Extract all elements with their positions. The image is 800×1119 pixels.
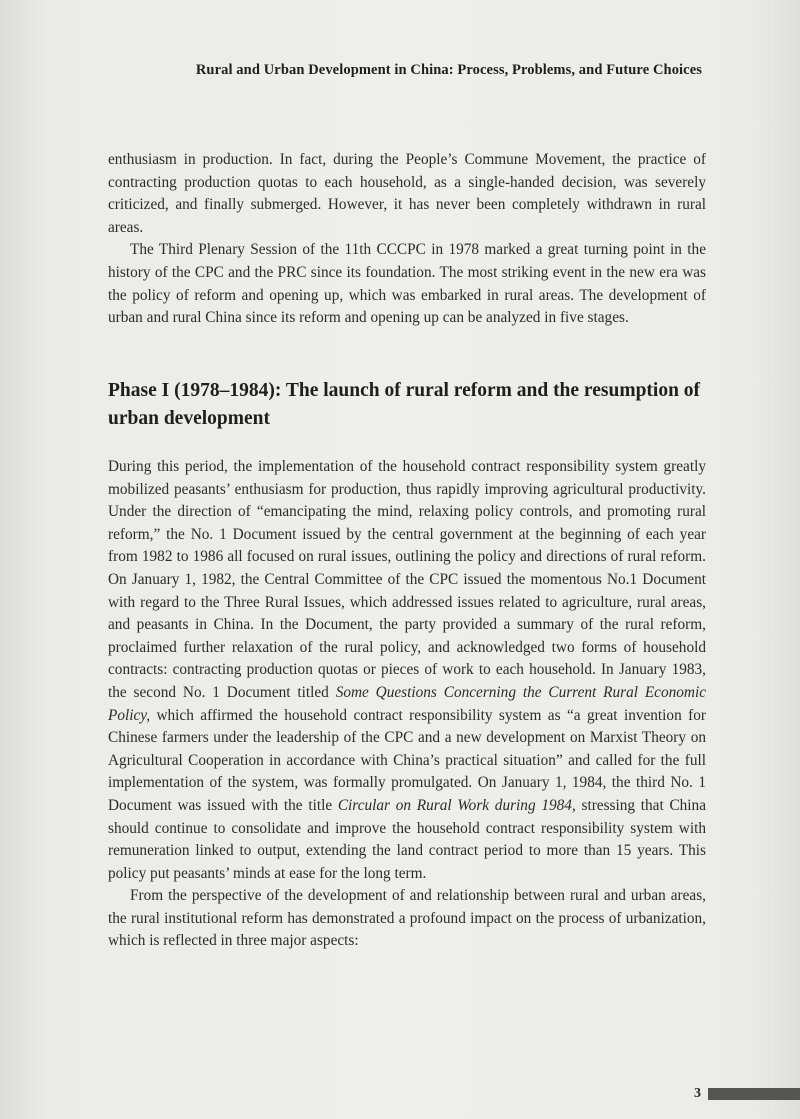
page-number: 3 [694,1086,701,1101]
body-text: which affirmed the household contract responsibility system as “a great invention for Chinese farmers under the leadership of the CPC and a new development on Marxist Theory on Agricultural Cooperation in accordance with China’s practical situation” and called for the full implementation of the system, was formally promulgated. On January 1, 1984, the third No. 1 Document was issued with the title [108,706,706,814]
body-text: , stressing that China should continue to consolidate and improve the household contract responsibility system with remuneration linked to output, extending the land contract period to more than 15 years. This policy put peasants’ minds at ease for the long term. [108,796,706,882]
paragraph-plenary-session: The Third Plenary Session of the 11th CCCPC in 1978 marked a great turning point in the history of the CPC and the PRC since its foundation. The most striking event in the new era was the policy of reform and opening up, which was embarked in rural areas. The development of urban and rural China since its reform and opening up can be analyzed in five stages. [108,241,706,327]
running-header: Rural and Urban Development in China: Process, Problems, and Future Choices [195,62,702,78]
document-title-italic: Circular on Rural Work during 1984 [337,796,572,814]
footer-bar [708,1088,800,1100]
paragraph-urbanization-impact: From the perspective of the development of and relationship between rural and urban areas, the rural institutional reform has demonstrated a profound impact on the process of urbanization, which is reflected in three major aspects: [108,887,706,950]
section-heading-phase-1: Phase I (1978–1984): The launch of rural reform and the resumption of urban development [108,380,701,429]
paragraph-phase-1-body [108,456,706,885]
document-title-italic: Some Questions Concerning the Current Rural Economic Policy, [108,683,706,724]
intro-text-block [108,149,706,330]
body-text: During this period, the implementation of the household contract responsibility system greatly mobilized peasants’ enthusiasm for production, thus rapidly improving agricultural productivity. Under the direction of “emancipating the mind, relaxing policy controls, and promoting rural reform,” the No. 1 Document issued by the central government at the beginning of each year from 1982 to 1986 all focused on rural issues, outlining the policy and directions of rural reform. On January 1, 1982, the Central Committee of the CPC issued the momentous No.1 Document with regard to the Three Rural Issues, which addressed issues related to agriculture, rural areas, and peasants in China. In the Document, the party provided a summary of the rural reform, proclaimed further relaxation of the rural policy, and acknowledged two forms of household contracts: contracting production quotas or pieces of work to each household. In January 1983, the second No. 1 Document titled [108,458,706,701]
paragraph-continuation: enthusiasm in production. In fact, during the People’s Commune Movement, the practice of contracting production quotas to each household, as a single-handed decision, was severely criticized, and finally submerged. However, it has never been completely withdrawn in rural areas. [108,151,706,236]
section-text-block [108,456,706,953]
